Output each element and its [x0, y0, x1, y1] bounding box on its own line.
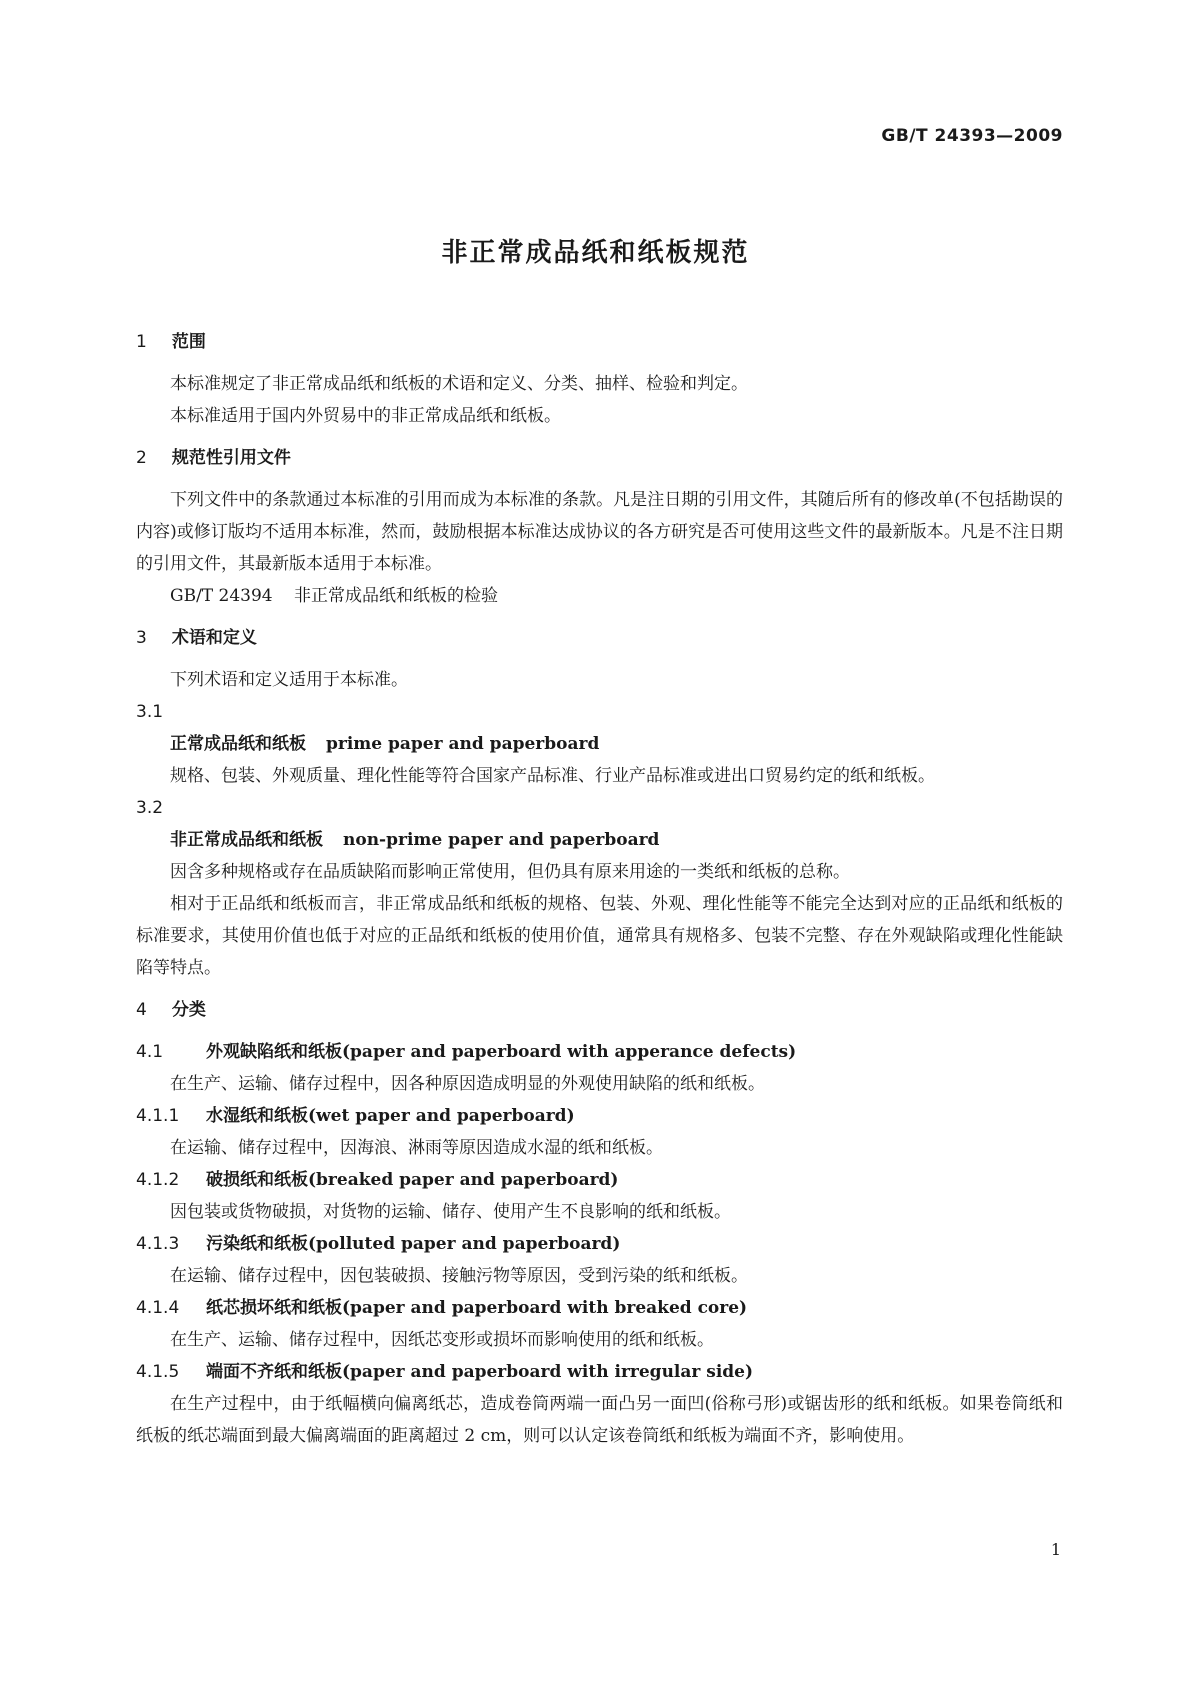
- clause-text: 在生产、运输、储存过程中，因纸芯变形或损坏而影响使用的纸和纸板。: [170, 1330, 714, 1350]
- clause-title-zh: 纸芯损坏纸和纸板: [206, 1298, 342, 1318]
- reference-code: GB/T 24394: [170, 586, 273, 606]
- clause-title-zh: 破损纸和纸板: [206, 1170, 308, 1190]
- clause-title-en: (paper and paperboard with apperance defects): [342, 1042, 797, 1062]
- clause-text: 因包装或货物破损，对货物的运输、储存、使用产生不良影响的纸和纸板。: [170, 1202, 731, 1222]
- section-title: 分类: [171, 1000, 206, 1020]
- page-number: 1: [1050, 1540, 1061, 1559]
- paragraph: 下列术语和定义适用于本标准。: [170, 670, 408, 690]
- section-number: 1: [136, 332, 147, 352]
- section-title: 范围: [171, 332, 206, 352]
- term-en: prime paper and paperboard: [326, 734, 600, 754]
- clause-text: 在生产过程中，由于纸幅横向偏离纸芯，造成卷筒两端一面凸另一面凹(俗称弓形)或锯齿形的纸和纸板。如果卷筒纸和纸板的纸芯端面到最大偏离端面的距离超过 2 cm，则可以认定该卷筒纸和纸板为端面不齐，影响使用。: [136, 1394, 1063, 1446]
- clause-4-1-heading: [136, 1036, 1063, 1068]
- term-en: non-prime paper and paperboard: [343, 830, 660, 850]
- standard-code: GB/T 24393—2009: [881, 126, 1063, 146]
- clause-4-1-5-heading: [136, 1356, 1063, 1388]
- section-4-heading: [136, 994, 1063, 1026]
- reference-title: 非正常成品纸和纸板的检验: [294, 586, 499, 606]
- section-3-heading: [136, 622, 1063, 654]
- clause-title-zh: 污染纸和纸板: [206, 1234, 308, 1254]
- document-body: [136, 326, 1063, 1452]
- term-definition: 因含多种规格或存在品质缺陷而影响正常使用，但仍具有原来用途的一类纸和纸板的总称。: [170, 862, 850, 882]
- clause-text: 在生产、运输、储存过程中，因各种原因造成明显的外观使用缺陷的纸和纸板。: [170, 1074, 765, 1094]
- clause-4-1-1-heading: [136, 1100, 1063, 1132]
- term-zh: 非正常成品纸和纸板: [170, 830, 323, 850]
- clause-title-en: (wet paper and paperboard): [308, 1106, 575, 1126]
- clause-title-en: (paper and paperboard with breaked core): [342, 1298, 748, 1318]
- section-2-heading: [136, 442, 1063, 474]
- section-1-heading: [136, 326, 1063, 358]
- section-title: 术语和定义: [171, 628, 257, 648]
- clause-number: 4.1.5: [136, 1362, 180, 1382]
- section-title: 规范性引用文件: [171, 448, 291, 468]
- clause-title-zh: 外观缺陷纸和纸板: [206, 1042, 342, 1062]
- clause-title-en: (breaked paper and paperboard): [308, 1170, 619, 1190]
- section-number: 4: [136, 1000, 147, 1020]
- term-zh: 正常成品纸和纸板: [170, 734, 306, 754]
- clause-number: 4.1.3: [136, 1234, 180, 1254]
- paragraph: 本标准适用于国内外贸易中的非正常成品纸和纸板。: [170, 406, 561, 426]
- term-number: 3.1: [136, 702, 164, 722]
- clause-number: 4.1.1: [136, 1106, 180, 1126]
- clause-number: 4.1.2: [136, 1170, 180, 1190]
- clause-title-en: (paper and paperboard with irregular side): [342, 1362, 754, 1382]
- clause-number: 4.1: [136, 1042, 164, 1062]
- normative-reference: [136, 580, 1063, 612]
- clause-number: 4.1.4: [136, 1298, 180, 1318]
- term-number: 3.2: [136, 798, 164, 818]
- paragraph: 下列文件中的条款通过本标准的引用而成为本标准的条款。凡是注日期的引用文件，其随后所有的修改单(不包括勘误的内容)或修订版均不适用本标准，然而，鼓励根据本标准达成协议的各方研究是否可使用这些文件的最新版本。凡是不注日期的引用文件，其最新版本适用于本标准。: [136, 490, 1063, 574]
- section-number: 2: [136, 448, 147, 468]
- clause-text: 在运输、储存过程中，因包装破损、接触污物等原因，受到污染的纸和纸板。: [170, 1266, 748, 1286]
- term-note: 相对于正品纸和纸板而言，非正常成品纸和纸板的规格、包装、外观、理化性能等不能完全达到对应的正品纸和纸板的标准要求，其使用价值也低于对应的正品纸和纸板的使用价值，通常具有规格多、包装不完整、存在外观缺陷或理化性能缺陷等特点。: [136, 894, 1063, 978]
- document-title: 非正常成品纸和纸板规范: [441, 238, 750, 268]
- term-heading: [136, 728, 1063, 760]
- clause-4-1-2-heading: [136, 1164, 1063, 1196]
- clause-title-zh: 水湿纸和纸板: [206, 1106, 308, 1126]
- clause-text: 在运输、储存过程中，因海浪、淋雨等原因造成水湿的纸和纸板。: [170, 1138, 663, 1158]
- clause-title-en: (polluted paper and paperboard): [308, 1234, 621, 1254]
- clause-title-zh: 端面不齐纸和纸板: [206, 1362, 342, 1382]
- section-number: 3: [136, 628, 147, 648]
- clause-4-1-3-heading: [136, 1228, 1063, 1260]
- clause-4-1-4-heading: [136, 1292, 1063, 1324]
- term-definition: 规格、包装、外观质量、理化性能等符合国家产品标准、行业产品标准或进出口贸易约定的纸和纸板。: [170, 766, 935, 786]
- term-heading: [136, 824, 1063, 856]
- paragraph: 本标准规定了非正常成品纸和纸板的术语和定义、分类、抽样、检验和判定。: [170, 374, 748, 394]
